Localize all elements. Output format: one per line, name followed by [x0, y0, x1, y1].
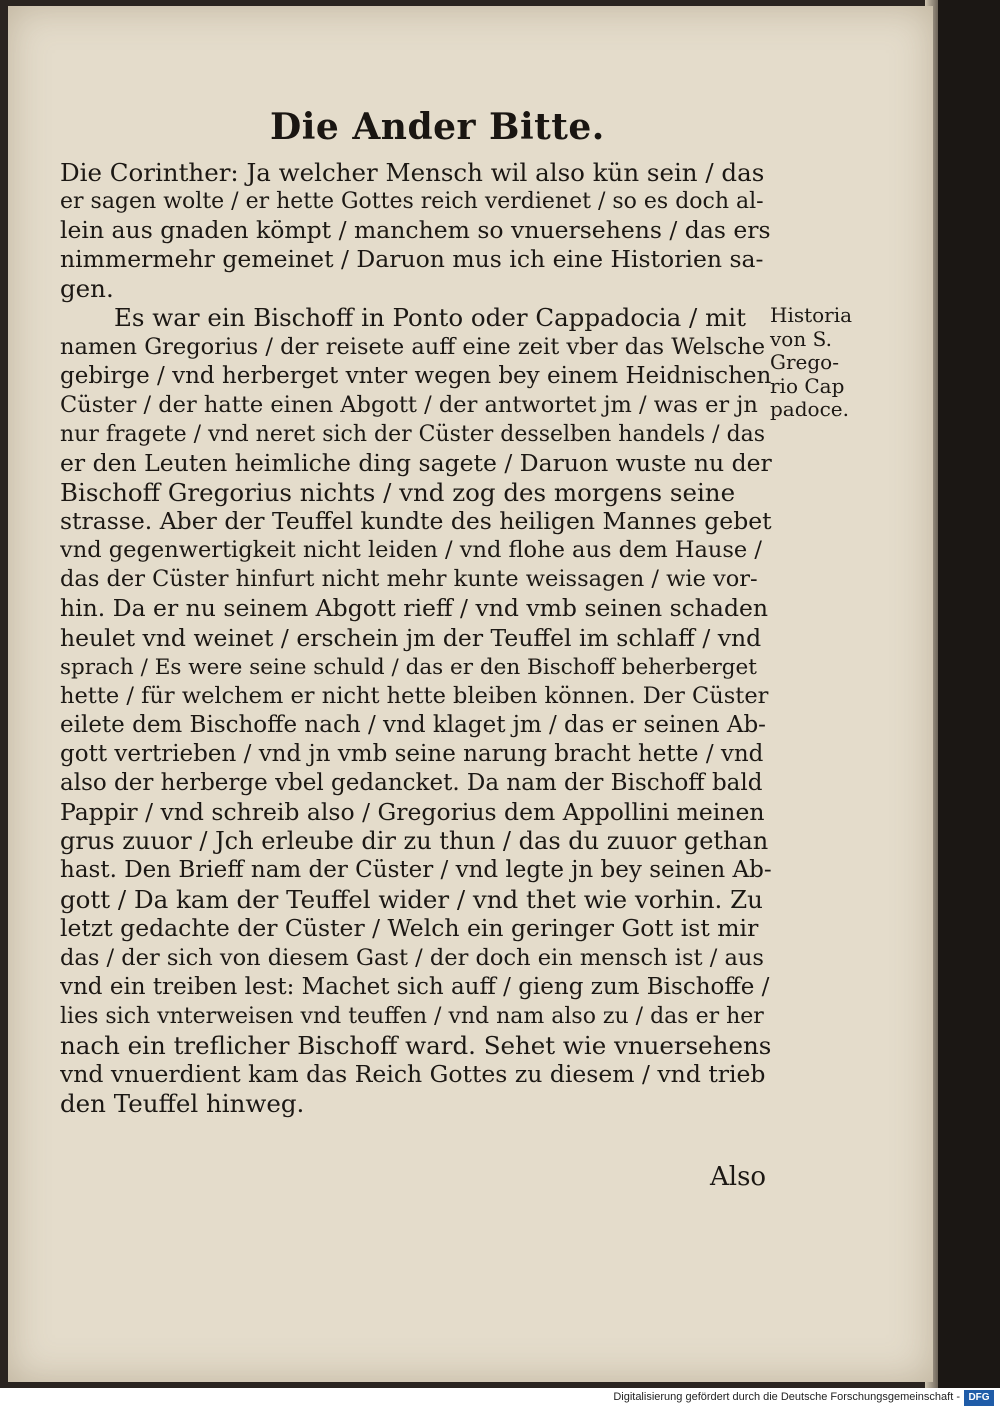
text-line: vnd vnuerdient kam das Reich Gottes zu diesem / vnd trieb [60, 1059, 766, 1088]
funding-credit: Digitalisierung gefördert durch die Deutsche Forschungsgemeinschaft - [613, 1391, 960, 1403]
text-line: Pappir / vnd schreib also / Gregorius dem Appollini meinen [60, 798, 765, 827]
margin-note-line: padoce. [770, 397, 849, 421]
text-line: lein aus gnaden kömpt / manchem so vnuersehens / das ers [60, 216, 771, 245]
text-line: gott vertrieben / vnd jn vmb seine narung bracht hette / vnd [60, 740, 764, 767]
text-line: heulet vnd weinet / erschein jm der Teuffel im schlaff / vnd [60, 623, 762, 652]
text-line: Bischoff Gregorius nichts / vnd zog des morgens seine [60, 478, 736, 508]
text-line: nach ein treflicher Bischoff ward. Sehet wie vnuersehens [60, 1030, 772, 1060]
text-line: gebirge / vnd herberget vnter wegen bey einem Heidnischen [60, 362, 772, 389]
margin-note [770, 304, 865, 422]
text-line: Es war ein Bischoff in Ponto oder Cappadocia / mit [114, 303, 746, 333]
margin-note-line: Historia [770, 303, 853, 327]
text-line: hette / für welchem er nicht hette bleiben können. Der Cüster [60, 682, 769, 709]
text-line: gott / Da kam der Teuffel wider / vnd thet wie vorhin. Zu [60, 885, 763, 915]
text-line: also der herberge vbel gedancket. Da nam der Bischoff bald [60, 769, 763, 796]
text-line: namen Gregorius / der reisete auff eine zeit vber das Welsche [60, 333, 766, 360]
text-line: strasse. Aber der Teuffel kundte des heiligen Mannes gebet [60, 507, 772, 536]
page-heading: Die Ander Bitte. [270, 106, 605, 148]
text-line: das der Cüster hinfurt nicht mehr kunte weissagen / wie vor- [60, 566, 758, 593]
text-line: Cüster / der hatte einen Abgott / der antwortet jm / was er jn [60, 391, 758, 418]
text-line: hin. Da er nu seinem Abgott rieff / vnd vmb seinen schaden [60, 594, 769, 623]
text-line: sprach / Es were seine schuld / das er den Bischoff beherberget [60, 654, 757, 680]
margin-note-line: rio Cap [770, 373, 845, 398]
text-line: Die Corinther: Ja welcher Mensch wil also kün sein / das [60, 158, 765, 187]
text-line: er den Leuten heimliche ding sagete / Daruon wuste nu der [60, 448, 772, 477]
text-line: eilete dem Bischoffe nach / vnd klaget jm / das er seinen Ab- [60, 711, 766, 738]
text-line: er sagen wolte / er hette Gottes reich verdienet / so es doch al- [60, 189, 764, 215]
margin-note-line: Grego- [770, 350, 839, 374]
footer-bar [0, 1389, 1000, 1409]
text-line: nur fragete / vnd neret sich der Cüster desselben handels / das [60, 421, 766, 447]
text-line: vnd ein treiben lest: Machet sich auff / gieng zum Bischoffe / [60, 973, 770, 1000]
margin-note-line: von S. [770, 326, 832, 351]
text-line: lies sich vnterweisen vnd teuffen / vnd nam also zu / das er her [60, 1003, 764, 1029]
text-line: nimmermehr gemeinet / Daruon mus ich eine Historien sa- [60, 245, 764, 274]
catchword: Also [710, 1162, 767, 1192]
scan-dark-border [938, 0, 1000, 1388]
dfg-logo: DFG [964, 1390, 994, 1406]
text-line: grus zuuor / Jch erleube dir zu thun / das du zuuor gethan [60, 827, 769, 856]
text-line: letzt gedachte der Cüster / Welch ein geringer Gott ist mir [60, 914, 759, 943]
text-line: hast. Den Brieff nam der Cüster / vnd legte jn bey seinen Ab- [60, 857, 772, 884]
text-line: den Teuffel hinweg. [60, 1089, 305, 1118]
text-line: vnd gegenwertigkeit nicht leiden / vnd flohe aus dem Hause / [60, 537, 762, 564]
text-line: gen. [60, 274, 114, 304]
text-line: das / der sich von diesem Gast / der doch ein mensch ist / aus [60, 944, 764, 971]
body-text [60, 158, 772, 1118]
